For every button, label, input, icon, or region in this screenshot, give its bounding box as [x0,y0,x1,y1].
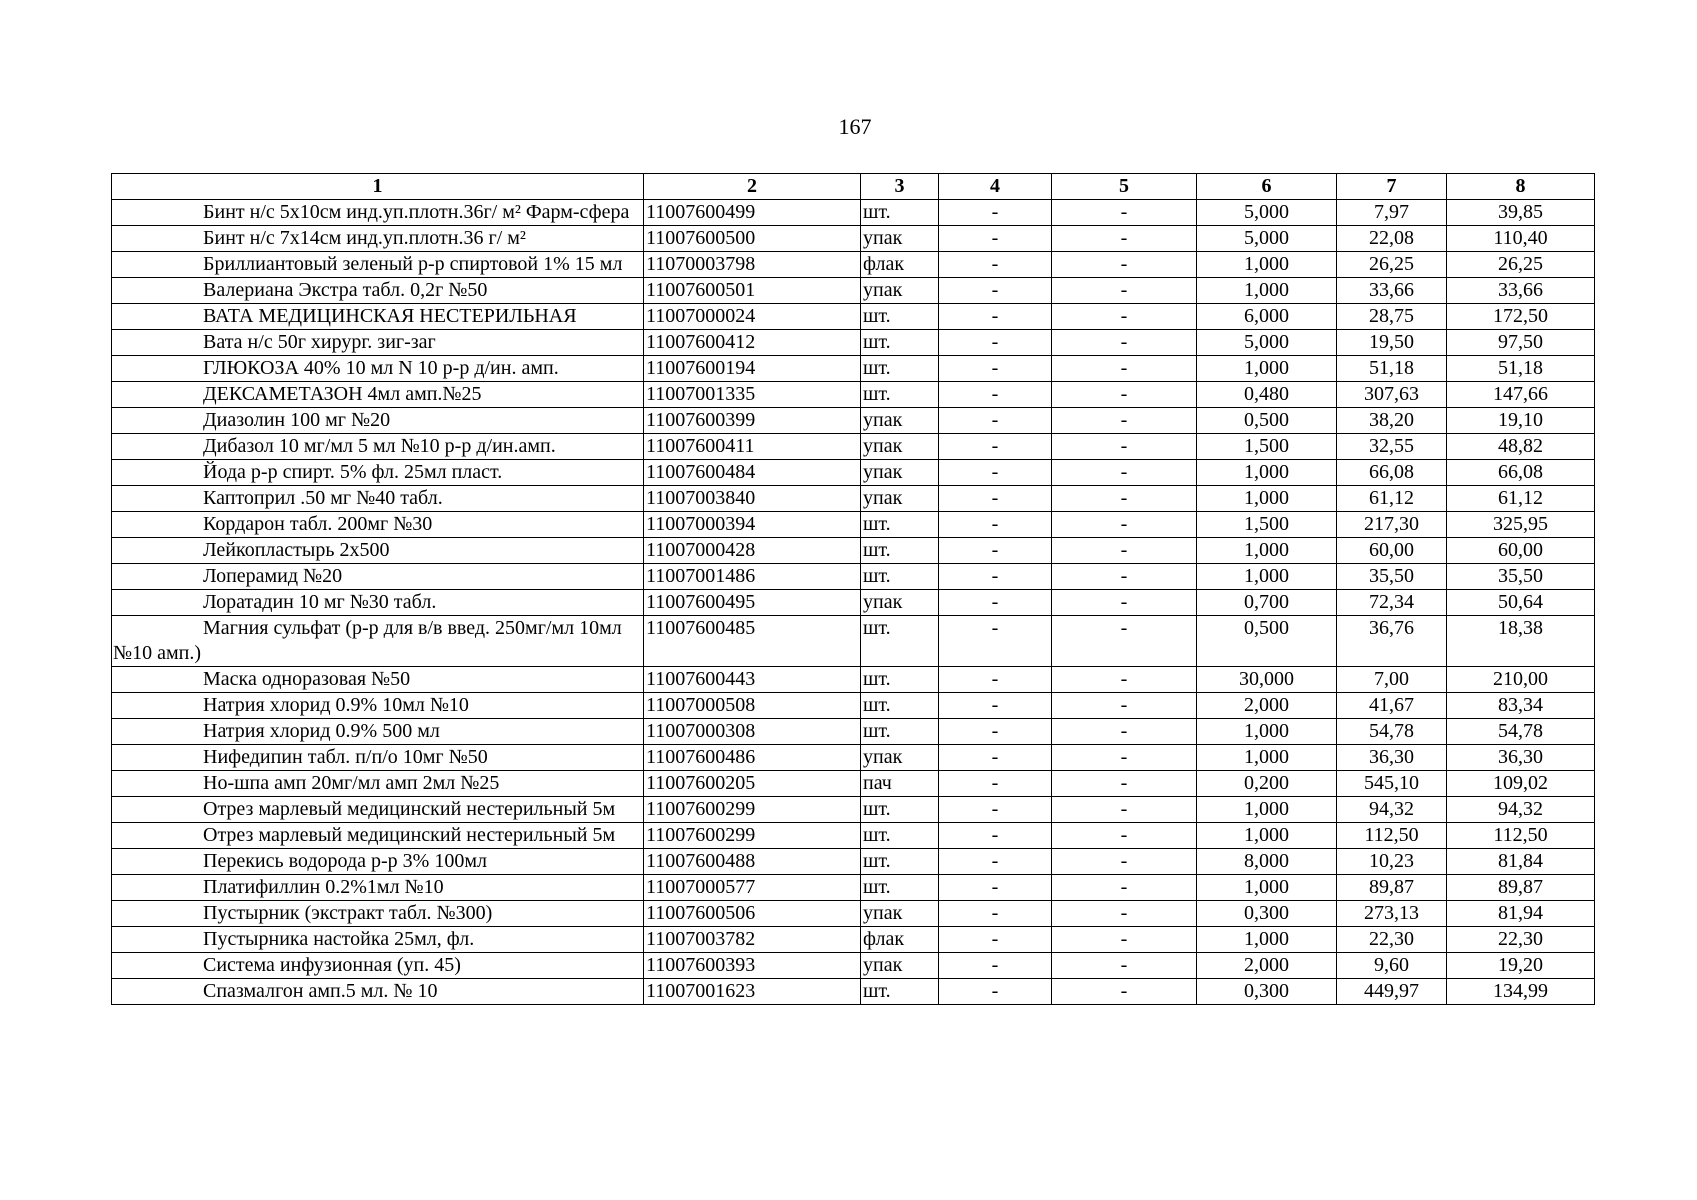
item-unit-cell: шт. [861,823,939,849]
item-quantity-cell: 1,000 [1197,486,1337,512]
column-4-cell: - [939,667,1052,693]
item-name-cell: ДЕКСАМЕТАЗОН 4мл амп.№25 [112,382,644,408]
column-4-cell: - [939,590,1052,616]
item-sum-cell: 89,87 [1447,875,1595,901]
item-name-cell: Платифиллин 0.2%1мл №10 [112,875,644,901]
item-code-cell: 11007600443 [644,667,861,693]
item-code-cell: 11007000024 [644,304,861,330]
column-4-cell: - [939,434,1052,460]
item-code-cell: 11007600299 [644,823,861,849]
item-sum-cell: 81,94 [1447,901,1595,927]
column-4-cell: - [939,616,1052,667]
table-row [112,719,1595,745]
column-5-cell: - [1052,304,1197,330]
item-code-cell: 11007600500 [644,226,861,252]
item-price-cell: 36,76 [1337,616,1447,667]
item-sum-cell: 134,99 [1447,979,1595,1005]
item-sum-cell: 35,50 [1447,564,1595,590]
table-row [112,408,1595,434]
column-4-cell: - [939,875,1052,901]
item-sum-cell: 60,00 [1447,538,1595,564]
item-unit-cell: шт. [861,538,939,564]
item-quantity-cell: 5,000 [1197,330,1337,356]
table-body [112,200,1595,1005]
item-code-cell: 11007600488 [644,849,861,875]
column-4-cell: - [939,771,1052,797]
item-price-cell: 28,75 [1337,304,1447,330]
column-4-cell: - [939,382,1052,408]
item-code-cell: 11007600194 [644,356,861,382]
item-quantity-cell: 1,000 [1197,460,1337,486]
item-name-cell: Пустырника настойка 25мл, фл. [112,927,644,953]
table-row [112,745,1595,771]
item-sum-cell: 172,50 [1447,304,1595,330]
item-name-cell: Отрез марлевый медицинский нестерильный 5м [112,797,644,823]
column-5-cell: - [1052,252,1197,278]
item-name-cell: Натрия хлорид 0.9% 500 мл [112,719,644,745]
column-4-cell: - [939,486,1052,512]
item-sum-cell: 54,78 [1447,719,1595,745]
item-price-cell: 19,50 [1337,330,1447,356]
column-header-1: 1 [112,174,644,200]
item-code-cell: 11007600506 [644,901,861,927]
item-unit-cell: шт. [861,512,939,538]
item-quantity-cell: 6,000 [1197,304,1337,330]
column-5-cell: - [1052,823,1197,849]
item-code-cell: 11007000394 [644,512,861,538]
item-code-cell: 11007600485 [644,616,861,667]
item-price-cell: 26,25 [1337,252,1447,278]
item-sum-cell: 97,50 [1447,330,1595,356]
column-5-cell: - [1052,771,1197,797]
item-price-cell: 54,78 [1337,719,1447,745]
item-unit-cell: упак [861,745,939,771]
item-name-cell: Маска одноразовая №50 [112,667,644,693]
item-name-cell: Натрия хлорид 0.9% 10мл №10 [112,693,644,719]
table-row [112,330,1595,356]
item-name-cell: Нифедипин табл. п/п/о 10мг №50 [112,745,644,771]
item-unit-cell: пач [861,771,939,797]
item-name-cell: Диазолин 100 мг №20 [112,408,644,434]
item-price-cell: 7,97 [1337,200,1447,226]
table-header [112,174,1595,200]
item-price-cell: 22,08 [1337,226,1447,252]
item-sum-cell: 18,38 [1447,616,1595,667]
page-number: 167 [838,114,872,139]
column-5-cell: - [1052,408,1197,434]
item-price-cell: 94,32 [1337,797,1447,823]
item-price-cell: 66,08 [1337,460,1447,486]
table-row [112,667,1595,693]
item-unit-cell: упак [861,953,939,979]
item-unit-cell: шт. [861,693,939,719]
item-quantity-cell: 1,000 [1197,564,1337,590]
table-row [112,460,1595,486]
column-5-cell: - [1052,901,1197,927]
item-unit-cell: шт. [861,200,939,226]
table-row [112,382,1595,408]
item-price-cell: 33,66 [1337,278,1447,304]
item-code-cell: 11070003798 [644,252,861,278]
table-row [112,512,1595,538]
item-unit-cell: шт. [861,382,939,408]
item-quantity-cell: 1,000 [1197,745,1337,771]
item-unit-cell: флак [861,252,939,278]
column-4-cell: - [939,927,1052,953]
item-quantity-cell: 5,000 [1197,226,1337,252]
column-4-cell: - [939,719,1052,745]
table-row [112,200,1595,226]
item-price-cell: 60,00 [1337,538,1447,564]
item-code-cell: 11007000428 [644,538,861,564]
item-unit-cell: шт. [861,875,939,901]
item-price-cell: 10,23 [1337,849,1447,875]
table-row [112,979,1595,1005]
item-sum-cell: 19,10 [1447,408,1595,434]
item-unit-cell: шт. [861,979,939,1005]
item-code-cell: 11007600499 [644,200,861,226]
item-sum-cell: 110,40 [1447,226,1595,252]
item-name-cell: ГЛЮКОЗА 40% 10 мл N 10 р-р д/ин. амп. [112,356,644,382]
item-sum-cell: 109,02 [1447,771,1595,797]
item-code-cell: 11007000308 [644,719,861,745]
item-name-cell: Перекись водорода р-р 3% 100мл [112,849,644,875]
table-row [112,252,1595,278]
column-5-cell: - [1052,434,1197,460]
column-4-cell: - [939,797,1052,823]
item-price-cell: 72,34 [1337,590,1447,616]
inventory-table [111,173,1595,1005]
column-5-cell: - [1052,693,1197,719]
item-unit-cell: шт. [861,797,939,823]
table-row [112,226,1595,252]
item-price-cell: 7,00 [1337,667,1447,693]
table-row [112,616,1595,667]
item-price-cell: 112,50 [1337,823,1447,849]
item-price-cell: 51,18 [1337,356,1447,382]
item-quantity-cell: 1,000 [1197,252,1337,278]
item-name-cell: Спазмалгон амп.5 мл. № 10 [112,979,644,1005]
column-4-cell: - [939,745,1052,771]
item-sum-cell: 19,20 [1447,953,1595,979]
column-5-cell: - [1052,486,1197,512]
item-price-cell: 545,10 [1337,771,1447,797]
column-5-cell: - [1052,538,1197,564]
item-name-cell: Магния сульфат (р-р для в/в введ. 250мг/мл 10мл №10 амп.) [112,616,644,667]
item-unit-cell: упак [861,486,939,512]
item-unit-cell: шт. [861,564,939,590]
item-quantity-cell: 1,000 [1197,823,1337,849]
item-unit-cell: шт. [861,719,939,745]
item-sum-cell: 147,66 [1447,382,1595,408]
table-row [112,927,1595,953]
table-row [112,564,1595,590]
item-unit-cell: шт. [861,616,939,667]
item-unit-cell: упак [861,434,939,460]
column-5-cell: - [1052,330,1197,356]
item-quantity-cell: 30,000 [1197,667,1337,693]
column-5-cell: - [1052,875,1197,901]
item-name-cell: Бинт н/с 5х10см инд.уп.плотн.36г/ м² Фарм-сфера [112,200,644,226]
column-5-cell: - [1052,356,1197,382]
item-quantity-cell: 2,000 [1197,693,1337,719]
item-quantity-cell: 1,000 [1197,278,1337,304]
table-row [112,823,1595,849]
item-name-cell: Лоперамид №20 [112,564,644,590]
item-sum-cell: 48,82 [1447,434,1595,460]
item-name-cell: Система инфузионная (уп. 45) [112,953,644,979]
column-4-cell: - [939,200,1052,226]
item-unit-cell: шт. [861,304,939,330]
item-name-cell: Пустырник (экстракт табл. №300) [112,901,644,927]
column-5-cell: - [1052,719,1197,745]
column-4-cell: - [939,693,1052,719]
column-5-cell: - [1052,590,1197,616]
item-quantity-cell: 2,000 [1197,953,1337,979]
item-sum-cell: 66,08 [1447,460,1595,486]
table-row [112,590,1595,616]
item-unit-cell: шт. [861,356,939,382]
table-row [112,278,1595,304]
item-price-cell: 273,13 [1337,901,1447,927]
item-name-cell: Кордарон табл. 200мг №30 [112,512,644,538]
item-price-cell: 38,20 [1337,408,1447,434]
column-4-cell: - [939,979,1052,1005]
column-header-6: 6 [1197,174,1337,200]
table-row [112,434,1595,460]
item-code-cell: 11007600299 [644,797,861,823]
item-unit-cell: шт. [861,667,939,693]
item-sum-cell: 39,85 [1447,200,1595,226]
item-sum-cell: 33,66 [1447,278,1595,304]
column-4-cell: - [939,252,1052,278]
item-code-cell: 11007000577 [644,875,861,901]
item-quantity-cell: 0,200 [1197,771,1337,797]
item-quantity-cell: 1,000 [1197,875,1337,901]
item-price-cell: 32,55 [1337,434,1447,460]
column-4-cell: - [939,304,1052,330]
item-name-cell: Вата н/с 50г хирург. зиг-заг [112,330,644,356]
column-5-cell: - [1052,745,1197,771]
item-price-cell: 9,60 [1337,953,1447,979]
item-sum-cell: 36,30 [1447,745,1595,771]
table-row [112,538,1595,564]
column-5-cell: - [1052,382,1197,408]
column-4-cell: - [939,953,1052,979]
item-price-cell: 89,87 [1337,875,1447,901]
column-4-cell: - [939,356,1052,382]
item-quantity-cell: 5,000 [1197,200,1337,226]
item-code-cell: 11007001335 [644,382,861,408]
item-quantity-cell: 1,000 [1197,797,1337,823]
item-price-cell: 22,30 [1337,927,1447,953]
column-5-cell: - [1052,979,1197,1005]
column-5-cell: - [1052,667,1197,693]
column-5-cell: - [1052,797,1197,823]
table-row [112,486,1595,512]
item-quantity-cell: 1,500 [1197,512,1337,538]
column-5-cell: - [1052,953,1197,979]
column-5-cell: - [1052,200,1197,226]
item-sum-cell: 112,50 [1447,823,1595,849]
column-5-cell: - [1052,226,1197,252]
item-quantity-cell: 0,500 [1197,616,1337,667]
column-5-cell: - [1052,564,1197,590]
item-quantity-cell: 8,000 [1197,849,1337,875]
item-quantity-cell: 0,500 [1197,408,1337,434]
item-name-cell: Бинт н/с 7х14см инд.уп.плотн.36 г/ м² [112,226,644,252]
header-row [112,174,1595,200]
item-code-cell: 11007600412 [644,330,861,356]
table-row [112,304,1595,330]
column-5-cell: - [1052,278,1197,304]
item-name-cell: Отрез марлевый медицинский нестерильный 5м [112,823,644,849]
item-name-cell: Лоратадин 10 мг №30 табл. [112,590,644,616]
item-price-cell: 36,30 [1337,745,1447,771]
column-4-cell: - [939,408,1052,434]
item-unit-cell: шт. [861,849,939,875]
item-sum-cell: 26,25 [1447,252,1595,278]
item-code-cell: 11007000508 [644,693,861,719]
column-5-cell: - [1052,616,1197,667]
item-unit-cell: упак [861,226,939,252]
item-code-cell: 11007600399 [644,408,861,434]
item-price-cell: 41,67 [1337,693,1447,719]
item-code-cell: 11007600484 [644,460,861,486]
column-header-2: 2 [644,174,861,200]
column-5-cell: - [1052,927,1197,953]
column-header-7: 7 [1337,174,1447,200]
table-row [112,953,1595,979]
item-unit-cell: упак [861,278,939,304]
table-row [112,797,1595,823]
item-name-cell: Бриллиантовый зеленый р-р спиртовой 1% 15 мл [112,252,644,278]
item-quantity-cell: 0,300 [1197,979,1337,1005]
column-4-cell: - [939,901,1052,927]
item-quantity-cell: 1,500 [1197,434,1337,460]
item-code-cell: 11007600205 [644,771,861,797]
item-unit-cell: шт. [861,330,939,356]
table-row [112,693,1595,719]
column-4-cell: - [939,330,1052,356]
item-quantity-cell: 1,000 [1197,927,1337,953]
item-quantity-cell: 0,480 [1197,382,1337,408]
item-name-cell: Каптоприл .50 мг №40 табл. [112,486,644,512]
column-4-cell: - [939,226,1052,252]
item-code-cell: 11007001623 [644,979,861,1005]
item-sum-cell: 325,95 [1447,512,1595,538]
item-sum-cell: 210,00 [1447,667,1595,693]
table-row [112,875,1595,901]
column-header-4: 4 [939,174,1052,200]
item-code-cell: 11007001486 [644,564,861,590]
column-4-cell: - [939,564,1052,590]
item-sum-cell: 51,18 [1447,356,1595,382]
column-4-cell: - [939,849,1052,875]
item-sum-cell: 50,64 [1447,590,1595,616]
item-name-cell: Но-шпа амп 20мг/мл амп 2мл №25 [112,771,644,797]
column-5-cell: - [1052,460,1197,486]
item-price-cell: 307,63 [1337,382,1447,408]
column-5-cell: - [1052,512,1197,538]
item-quantity-cell: 0,300 [1197,901,1337,927]
column-header-5: 5 [1052,174,1197,200]
item-unit-cell: упак [861,408,939,434]
item-quantity-cell: 1,000 [1197,356,1337,382]
item-sum-cell: 61,12 [1447,486,1595,512]
item-sum-cell: 83,34 [1447,693,1595,719]
item-name-cell: Дибазол 10 мг/мл 5 мл №10 р-р д/ин.амп. [112,434,644,460]
column-header-8: 8 [1447,174,1595,200]
item-unit-cell: упак [861,901,939,927]
item-price-cell: 449,97 [1337,979,1447,1005]
item-quantity-cell: 0,700 [1197,590,1337,616]
item-unit-cell: упак [861,460,939,486]
item-price-cell: 61,12 [1337,486,1447,512]
item-code-cell: 11007600486 [644,745,861,771]
table-row [112,901,1595,927]
item-quantity-cell: 1,000 [1197,538,1337,564]
column-4-cell: - [939,460,1052,486]
item-sum-cell: 81,84 [1447,849,1595,875]
table-row [112,356,1595,382]
table-row [112,849,1595,875]
item-code-cell: 11007003782 [644,927,861,953]
column-4-cell: - [939,823,1052,849]
item-sum-cell: 94,32 [1447,797,1595,823]
item-sum-cell: 22,30 [1447,927,1595,953]
item-code-cell: 11007600501 [644,278,861,304]
item-price-cell: 217,30 [1337,512,1447,538]
item-price-cell: 35,50 [1337,564,1447,590]
item-code-cell: 11007003840 [644,486,861,512]
column-4-cell: - [939,278,1052,304]
column-4-cell: - [939,512,1052,538]
item-unit-cell: флак [861,927,939,953]
table-row [112,771,1595,797]
item-name-cell: ВАТА МЕДИЦИНСКАЯ НЕСТЕРИЛЬНАЯ [112,304,644,330]
column-5-cell: - [1052,849,1197,875]
item-unit-cell: упак [861,590,939,616]
item-quantity-cell: 1,000 [1197,719,1337,745]
item-name-cell: Лейкопластырь 2х500 [112,538,644,564]
item-name-cell: Йода р-р спирт. 5% фл. 25мл пласт. [112,460,644,486]
item-code-cell: 11007600393 [644,953,861,979]
item-name-cell: Валериана Экстра табл. 0,2г №50 [112,278,644,304]
column-4-cell: - [939,538,1052,564]
item-code-cell: 11007600411 [644,434,861,460]
item-code-cell: 11007600495 [644,590,861,616]
column-header-3: 3 [861,174,939,200]
